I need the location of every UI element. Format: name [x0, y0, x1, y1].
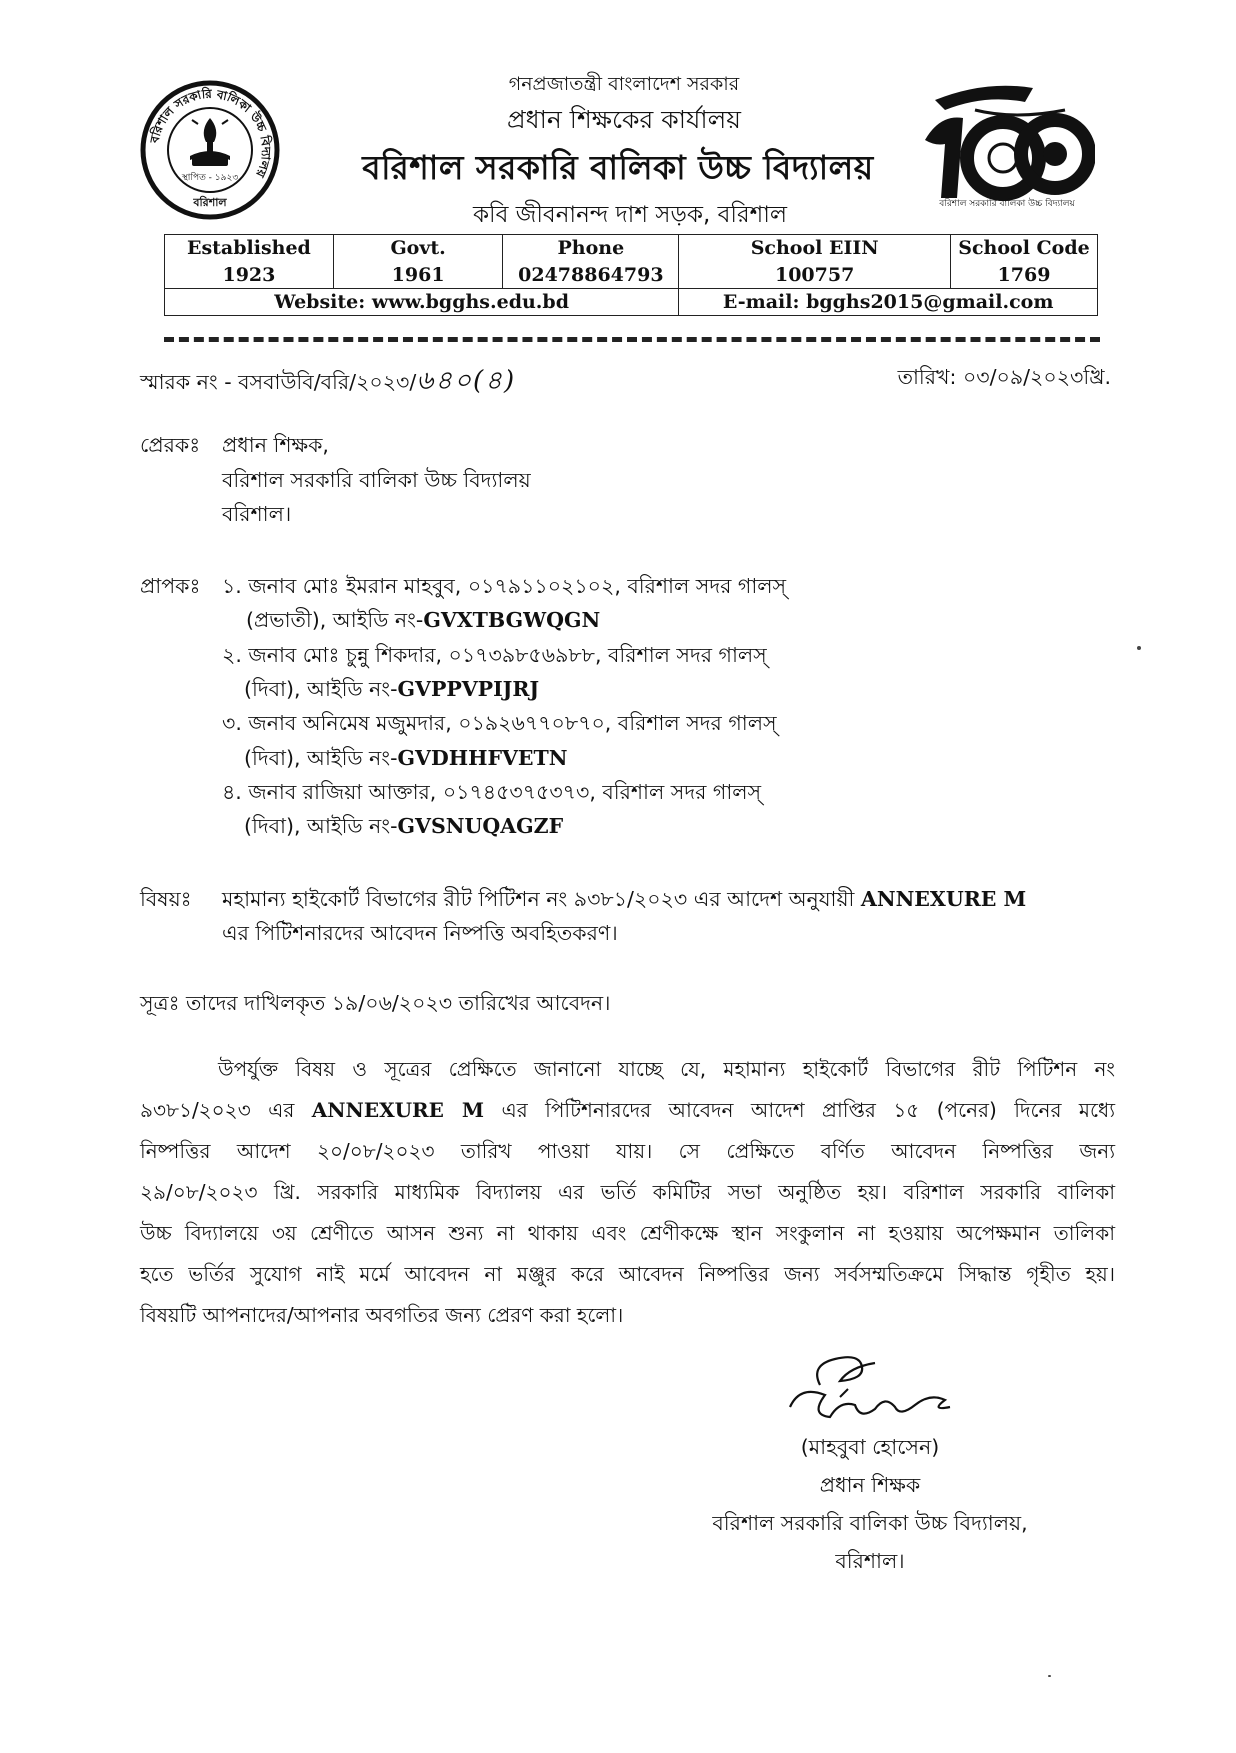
- recipient-4-line-2: [244, 811, 563, 845]
- value-phone: 02478864793: [503, 261, 679, 289]
- subject-annexure: ANNEXURE M: [860, 887, 1027, 911]
- subject-label: বিষয়ঃ: [140, 887, 192, 911]
- header-established: Established: [165, 235, 334, 262]
- sender-line-3: বরিশাল।: [222, 502, 292, 526]
- header-eiin: School EIIN: [679, 235, 951, 262]
- recipient-1-line-2: [246, 605, 600, 639]
- recipient-4-id: GVSNUQAGZF: [397, 814, 564, 838]
- header-school-code: School Code: [951, 235, 1098, 262]
- svg-text:বরিশাল সরকারি বালিকা উচ্চ বিদ্: বরিশাল সরকারি বালিকা উচ্চ বিদ্যালয়: [147, 86, 274, 180]
- signer-name: (মাহবুবা হোসেন): [800, 1435, 940, 1459]
- svg-text:স্থাপিত - ১৯২৩: স্থাপিত - ১৯২৩: [181, 173, 239, 183]
- recipient-3-id-prefix: (দিবা), আইডি নং-: [244, 746, 398, 770]
- reference-line: সূত্রঃ তাদের দাখিলকৃত ১৯/০৬/২০২৩ তারিখের আবেদন।: [140, 991, 611, 1015]
- body-annexure: ANNEXURE M: [311, 1098, 485, 1122]
- info-header-row: [165, 235, 1098, 262]
- value-govt: 1961: [333, 261, 503, 289]
- recipient-3-line-2: [244, 743, 568, 777]
- recipient-2-line-2: [244, 674, 539, 708]
- office-line: প্রধান শিক্ষকের কার্যালয়: [507, 105, 741, 134]
- signer-designation: প্রধান শিক্ষক: [819, 1473, 921, 1497]
- email: E-mail: bgghs2015@gmail.com: [679, 289, 1098, 316]
- recipient-1-id: GVXTBGWQGN: [423, 608, 601, 632]
- body-line-4: ২৯/০৮/২০২৩ খ্রি. সরকারি মাধ্যমিক বিদ্যালয় এর ভর্তি কমিটির সভা অনুষ্ঠিত হয়। বরিশাল সরকারি বালিকা: [140, 1180, 1115, 1204]
- body-line-3: নিষ্পত্তির আদেশ ২০/০৮/২০২৩ তারিখ পাওয়া যায়। সে প্রেক্ষিতে বর্ণিত আবেদন নিষ্পত্তির জন্য: [140, 1139, 1115, 1163]
- centenary-logo-caption: বরিশাল সরকারি বালিকা উচ্চ বিদ্যালয়: [939, 199, 1075, 209]
- recipient-4-line-1: ৪. জনাব রাজিয়া আক্তার, ০১৭৪৫৩৭৫৩৭৩, বরিশাল সদর গালস্: [222, 780, 762, 804]
- info-contact-row: [165, 289, 1098, 316]
- signer-institution: বরিশাল সরকারি বালিকা উচ্চ বিদ্যালয়,: [712, 1511, 1028, 1535]
- value-eiin: 100757: [679, 261, 951, 289]
- scan-speck: [1137, 646, 1141, 650]
- sender-line-2: বরিশাল সরকারি বালিকা উচ্চ বিদ্যালয়: [222, 468, 531, 492]
- subject-line-2: এর পিটিশনারদের আবেদন নিষ্পত্তি অবহিতকরণ।: [222, 921, 618, 945]
- body-line-5: উচ্চ বিদ্যালয়ে ৩য় শ্রেণীতে আসন শুন্য না থাকায় এবং শ্রেণীকক্ষে স্থান সংকুলান না হওয়ায় অপেক্ষমান তালিকা: [140, 1221, 1115, 1245]
- header-divider: [164, 337, 1100, 342]
- signer-city: বরিশাল।: [835, 1549, 905, 1573]
- subject-line-1: [222, 884, 1026, 918]
- school-info-table: [164, 234, 1098, 316]
- website: Website: www.bgghs.edu.bd: [165, 289, 679, 316]
- body-line-6: হতে ভর্তির সুযোগ নাই মর্মে আবেদন না মঞ্জুর করে আবেদন নিষ্পত্তির জন্য সর্বসম্মতিক্রমে সিদ্ধান্ত গৃহীত হয়।: [140, 1262, 1115, 1286]
- sender-label: প্রেরকঃ: [140, 433, 201, 457]
- recipient-1-id-prefix: (প্রভাতী), আইডি নং-: [246, 608, 424, 632]
- body-line-2-part-a: ৯৩৮১/২০২৩ এর: [140, 1098, 295, 1122]
- recipient-3-id: GVDHHFVETN: [397, 746, 568, 770]
- recipient-4-id-prefix: (দিবা), আইডি নং-: [244, 814, 398, 838]
- school-address: কবি জীবনানন্দ দাশ সড়ক, বরিশাল: [472, 202, 788, 228]
- header-phone: Phone: [503, 235, 679, 262]
- recipient-2-id-prefix: (দিবা), আইডি নং-: [244, 677, 398, 701]
- recipient-1-line-1: ১. জনাব মোঃ ইমরান মাহবুব, ০১৭৯১১০২১০২, বরিশাল সদর গালস্: [222, 574, 787, 598]
- memo-reference: [140, 360, 516, 404]
- recipients-label: প্রাপকঃ: [140, 574, 201, 598]
- scan-speck: [1048, 1675, 1051, 1677]
- recipient-2-id: GVPPVPIJRJ: [397, 677, 540, 701]
- body-line-2-part-b: এর পিটিশনারদের আবেদন আদেশ প্রাপ্তির ১৫ (পনের) দিনের মধ্যে: [501, 1098, 1116, 1122]
- header-govt: Govt.: [333, 235, 503, 262]
- sender-line-1: প্রধান শিক্ষক,: [222, 433, 329, 457]
- svg-text:বরিশাল: বরিশাল: [193, 196, 227, 209]
- subject-line-1-text: মহামান্য হাইকোর্ট বিভাগের রীট পিটিশন নং ৯৩৮১/২০২৩ এর আদেশ অনুযায়ী: [222, 887, 855, 911]
- value-school-code: 1769: [951, 261, 1098, 289]
- memo-reference-handwritten: ৬৪০(৪): [416, 366, 517, 396]
- body-line-2: [140, 1090, 1115, 1132]
- value-established: 1923: [165, 261, 334, 289]
- memo-reference-prefix: স্মারক নং - বসবাউবি/বরি/২০২৩/: [140, 370, 417, 394]
- body-line-1: উপর্যুক্ত বিষয় ও সূত্রের প্রেক্ষিতে জানানো যাচ্ছে যে, মহামান্য হাইকোর্ট বিভাগের রীট পিটিশন নং: [218, 1057, 1115, 1081]
- government-line: গনপ্রজাতন্ত্রী বাংলাদেশ সরকার: [508, 73, 740, 95]
- school-name: বরিশাল সরকারি বালিকা উচ্চ বিদ্যালয়: [362, 148, 874, 187]
- handwritten-signature: [780, 1345, 970, 1435]
- memo-date: তারিখ: ০৩/০৯/২০২৩খ্রি.: [897, 365, 1111, 389]
- recipient-2-line-1: ২. জনাব মোঃ চুন্নু শিকদার, ০১৭৩৯৮৫৬৯৮৮, বরিশাল সদর গালস্: [222, 643, 767, 667]
- info-value-row: [165, 261, 1098, 289]
- recipient-3-line-1: ৩. জনাব অনিমেষ মজুমদার, ০১৯২৬৭৭০৮৭০, বরিশাল সদর গালস্: [222, 711, 777, 735]
- body-line-7: বিষয়টি আপনাদের/আপনার অবগতির জন্য প্রেরণ করা হলো।: [140, 1303, 624, 1327]
